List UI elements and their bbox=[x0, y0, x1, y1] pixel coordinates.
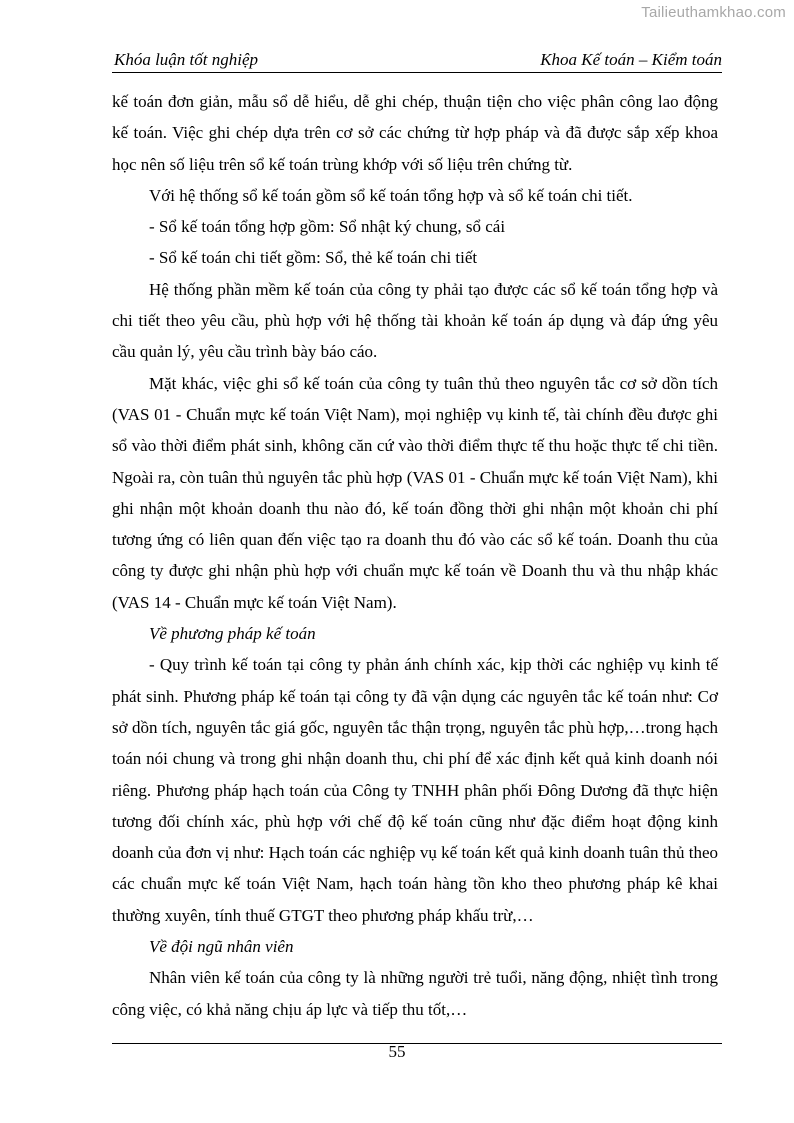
paragraph: Hệ thống phần mềm kế toán của công ty phải tạo được các sổ kế toán tổng hợp và chi tiết theo yêu cầu, phù hợp với hệ thống tài khoản kế toán áp dụng và đáp ứng yêu cầu quản lý, yêu cầu trình bày báo cáo. bbox=[112, 279, 718, 362]
section-subheading: Về phương pháp kế toán bbox=[149, 624, 316, 644]
page-number: 55 bbox=[388, 1042, 406, 1061]
paragraph: Nhân viên kế toán của công ty là những người trẻ tuổi, năng động, nhiệt tình trong công việc, có khả năng chịu áp lực và tiếp thu tốt,… bbox=[112, 968, 718, 1019]
header-right-title: Khoa Kế toán – Kiểm toán bbox=[540, 50, 722, 69]
paragraph: - Quy trình kế toán tại công ty phản ánh chính xác, kịp thời các nghiệp vụ kinh tế phát sinh. Phương pháp kế toán tại công ty đã vận dụng các nguyên tắc kế toán như: Cơ sở dồn tích, nguyên tắc giá gốc, nguyên tắc thận trọng, nguyên tắc phù hợp,…trong hạch toán nói chung và trong ghi nhận doanh thu, chi phí để xác định kết quả kinh doanh nói riêng. Phương pháp hạch toán của Công ty TNHH phân phối Đông Dương đã thực hiện tương đối chính xác, phù hợp với chế độ kế toán cũng như đặc điểm hoạt động kinh doanh của đơn vị như: Hạch toán các nghiệp vụ kế toán kết quả kinh doanh tuân thủ theo các chuẩn mực kế toán Việt Nam, hạch toán hàng tồn kho theo phương pháp kê khai thường xuyên, tính thuế GTGT theo phương pháp khấu trừ,… bbox=[112, 655, 718, 925]
watermark: Tailieuthamkhao.com bbox=[641, 4, 786, 21]
section-subheading: Về đội ngũ nhân viên bbox=[149, 937, 294, 957]
list-item: - Sổ kế toán chi tiết gồm: Sổ, thẻ kế toán chi tiết bbox=[149, 248, 478, 268]
paragraph: Với hệ thống sổ kế toán gồm sổ kế toán tổng hợp và sổ kế toán chi tiết. bbox=[149, 185, 633, 205]
document-body bbox=[112, 86, 718, 1025]
paragraph: Mặt khác, việc ghi sổ kế toán của công ty tuân thủ theo nguyên tắc cơ sở dồn tích (VAS 01 - Chuẩn mực kế toán Việt Nam), mọi nghiệp vụ kinh tế, tài chính đều được ghi sổ vào thời điểm phát sinh, không căn cứ vào thời điểm thực tế thu hoặc thực tế chi tiền. Ngoài ra, còn tuân thủ nguyên tắc phù hợp (VAS 01 - Chuẩn mực kế toán Việt Nam), khi ghi nhận một khoản doanh thu nào đó, kế toán đồng thời ghi nhận một khoản chi phí tương ứng có liên quan đến việc tạo ra doanh thu đó vào các sổ kế toán. Doanh thu của công ty được ghi nhận phù hợp với chuẩn mực kế toán về Doanh thu và thu nhập khác (VAS 14 - Chuẩn mực kế toán Việt Nam). bbox=[112, 373, 718, 612]
paragraph: kế toán đơn giản, mẫu sổ dễ hiểu, dễ ghi chép, thuận tiện cho việc phân công lao động kế toán. Việc ghi chép dựa trên cơ sở các chứng từ hợp pháp và đã được sắp xếp khoa học nên số liệu trên sổ kế toán trùng khớp với số liệu trên chứng từ. bbox=[112, 92, 718, 174]
list-item: - Sổ kế toán tổng hợp gồm: Sổ nhật ký chung, sổ cái bbox=[149, 217, 506, 237]
header-left-title: Khóa luận tốt nghiệp bbox=[114, 50, 259, 69]
page-header bbox=[112, 44, 722, 73]
